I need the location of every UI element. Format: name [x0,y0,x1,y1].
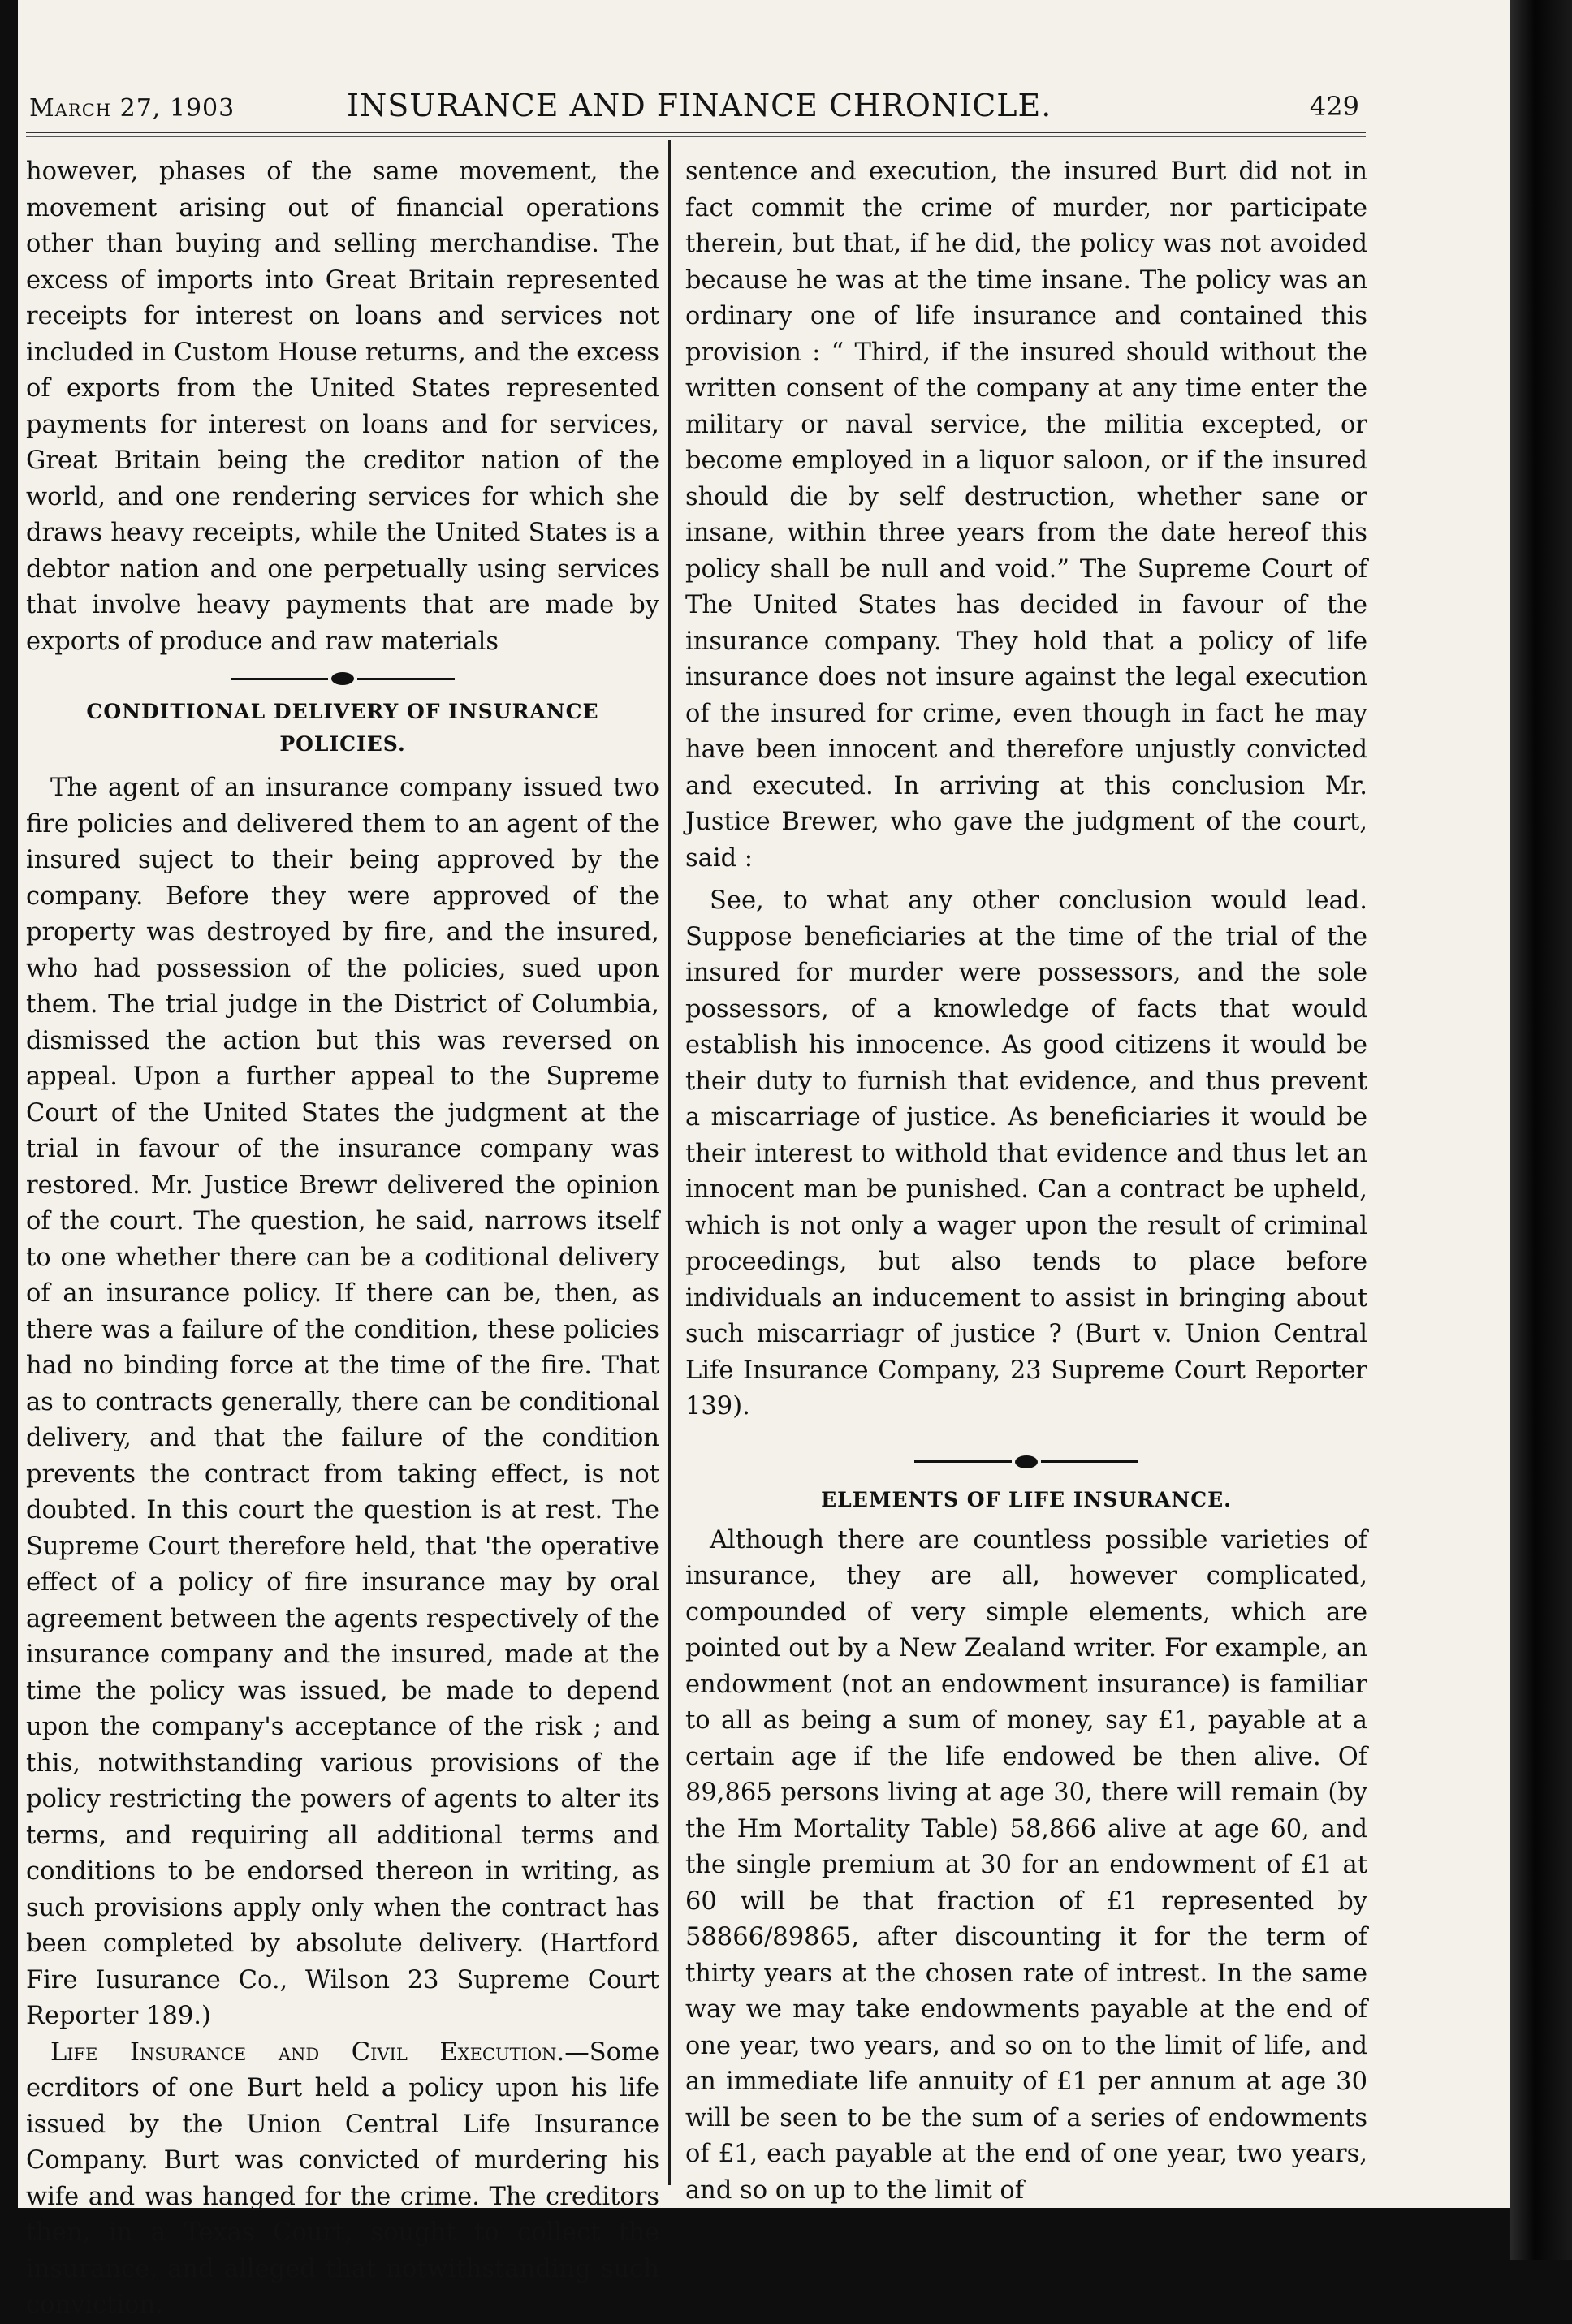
page-header [26,88,1366,133]
right-column [685,154,1367,2209]
book-spine-shadow [1510,0,1572,2260]
life-insurance-civil-execution-paragraph [26,2035,659,2324]
quote-paragraph: See, to what any other conclusion would lead. Suppose beneficiaries at the time of the trial of the insured for murder were possessors, and the sole possessors, of a knowledge of facts that would establish his innocence. As good citizens it would be their duty to furnish that evidence, and thus prevent a miscarriage of justice. As beneficiaries it would be their interest to withold that evidence and thus let an innocent man be punished. Can a contract be upheld, which is not only a wager upon the result of criminal proceedings, but also tends to place before individuals an inducement to assist in bringing about such miscarriagr of justice ? (Burt v. Union Central Life Insurance Company, 23 Supreme Court Reporter 139). [685,886,1367,1421]
elements-paragraph: Although there are countless possible varieties of insurance, they are all, however complicated, compounded of very simple elements, which are pointed out by a New Zealand writer. For example, an endowment (not an endowment insurance) is familiar to all as being a sum of money, say £1, payable at a certain age if the life endowed be then alive. Of 89,865 persons living at age 30, there will remain (by the Hm Mortality Table) 58,866 alive at age 60, and the single premium at 30 for an endowment of £1 at 60 will be that fraction of £1 represented by 58866/89865, after discounting it for the term of thirty years at the chosen rate of intrest. In the same way we may take endowments payable at the end of one year, two years, and so on to the limit of life, and an immediate life annuity of £1 per annum at age 30 will be seen to be the sum of a series of endowments of £1, each payable at the end of one year, two years, and so on up to the limit of [685,1525,1367,2205]
section-ornament [26,660,659,696]
conditional-delivery-paragraph: The agent of an insurance company issued two fire policies and delivered them to an agent of the insured suject to their being approved by the company. Before they were approved of the property was destroyed by fire, and the insured, who had possession of the policies, sued upon them. The trial judge in the District of Columbia, dismissed the action but this was reversed on appeal. Upon a further appeal to the Supreme Court of the United States the judgment at the trial in favour of the insurance company was restored. Mr. Justice Brewr delivered the opinion of the court. The question, he said, narrows itself to one whether there can be a coditional delivery of an insurance policy. If there can be, then, as there was a failure of the condition, these policies had no binding force at the time of the fire. That as to contracts generally, there can be conditional delivery, and that the failure of the condition prevents the contract from taking effect, is not doubted. In this court the question is at rest. The Supreme Court therefore held, that 'the operative effect of a policy of fire insurance may by oral agreement between the agents respectively of the insurance company and the insured, made at the time the policy was issued, be made to depend upon the company's acceptance of the risk ; and this, notwithstanding various provisions of the policy restricting the powers of agents to alter its terms, and requiring all additional terms and conditions to be endorsed thereon in writing, as such provisions apply only when the contract has been completed by absolute delivery. (Hartford Fire Iusurance Co., Wilson 23 Supreme Court Reporter 189.) [26,774,659,2030]
continuation-paragraph: sentence and execution, the insured Burt did not in fact commit the crime of murder, nor participate therein, but that, if he did, the policy was not avoided because he was at the time insane. The policy was an ordinary one of life insurance and contained this provision : “ Third, if the insured should without the written consent of the company at any time enter the military or naval service, the militia excepted, or become employed in a liquor saloon, or if the insured should die by self destruction, whether sane or insane, within three years from the date hereof this policy shall be null and void.” The Supreme Court of The United States has decided in favour of the insurance company. They hold that a policy of life insurance does not insure against the legal execution of the insured for crime, even though in fact he may have been innocent and therefore unjustly convicted and executed. In arriving at this conclusion Mr. Justice Brewer, who gave the judgment of the court, said : [685,157,1367,873]
section-heading-conditional-delivery [26,696,659,761]
section-heading-line2: POLICIES. [279,732,406,756]
page-number: 429 [1309,91,1359,122]
header-rule [26,132,1366,137]
intro-paragraph: however, phases of the same movement, the movement arising out of financial operations other than buying and selling merchandise. The excess of imports into Great Britain represented receipts for interest on loans and services not included in Custom House returns, and the excess of exports from the United States represented payments for interest on loans and for services, Great Britain being the creditor nation of the world, and one rendering services for which she draws heavy receipts, while the United States is a debtor nation and one perpetually using services that involve heavy payments that are made by exports of produce and raw materials [26,157,659,656]
left-column [26,154,659,2324]
publication-title: INSURANCE AND FINANCE CHRONICLE. [347,88,1052,123]
issue-date: March 27, 1903 [29,94,235,123]
runin-body: —Some ecrditors of one Burt held a policy upon his life issued by the Union Central Life Insurance Company. Burt was convicted of murdering his wife and was hanged for the crime. The creditors then, in a Texas Court, sought to collect the insurance, and alleged that notwithstanding such conviction, [26,2037,659,2319]
section-heading-line1: CONDITIONAL DELIVERY OF INSURANCE [86,700,599,723]
column-divider [668,140,671,2185]
newspaper-page [18,0,1510,2319]
section-ornament-2 [685,1443,1367,1479]
runin-heading: Life Insurance and Civil Execution. [50,2037,565,2067]
section-heading-elements: ELEMENTS OF LIFE INSURANCE. [821,1487,1232,1511]
